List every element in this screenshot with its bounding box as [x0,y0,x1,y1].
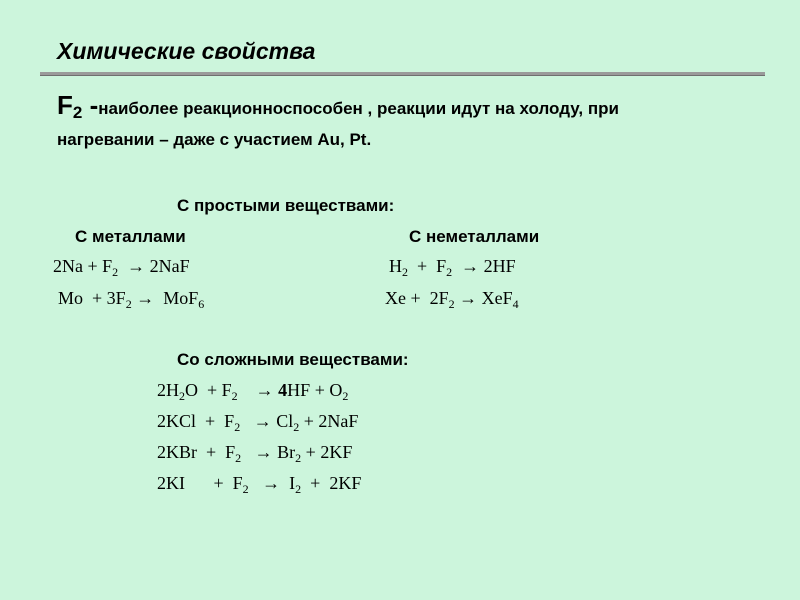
product: 2NaF [318,411,359,431]
product: MoF [163,288,199,308]
reactant: F [221,380,232,400]
product: 2KF [320,442,353,462]
reactant: 2F [429,288,449,308]
plus-sign: + [303,411,314,431]
equation-ki [157,473,361,494]
subscript: 2 [112,265,119,279]
fluorine-formula [57,90,82,120]
reaction-arrow: → [262,473,281,493]
intro-text-line1: наиболее реакционноспособен , реакции идут на холоду, при [98,99,619,118]
reactant: Xe [385,288,406,308]
plus-sign: + [314,380,325,400]
intro-text-line2: нагревании – даже с участием Au, Pt. [57,130,372,149]
subscript: 2 [242,482,249,496]
reaction-arrow: → [255,380,274,400]
plus-sign: + [92,288,103,308]
fluorine-subscript: 2 [72,103,83,122]
plus-sign: + [206,442,217,462]
plus-sign: + [207,380,218,400]
slide-title: Химические свойства [57,38,316,64]
reactant: H [389,256,402,276]
reactant: F [102,256,113,276]
product: O [329,380,343,400]
product: Br [277,442,296,462]
reactant: F [225,442,236,462]
equation-h2 [389,256,516,277]
plus-sign: + [213,473,224,493]
subscript: 6 [198,297,205,311]
reactant: 2KI [157,473,185,493]
title-divider [40,72,765,76]
reactant: F [436,256,447,276]
intro-dash: - [82,90,99,120]
reactant: O [185,380,198,400]
metals-heading: С металлами [75,227,186,246]
reactant: F [232,473,243,493]
plus-sign: + [205,411,216,431]
subscript: 2 [293,420,300,434]
equation-water [157,380,348,401]
product: XeF [481,288,513,308]
product: 2NaF [149,256,190,276]
coefficient: 4 [278,380,288,400]
intro-paragraph [57,90,757,155]
plus-sign: + [410,288,421,308]
reaction-arrow: → [459,288,478,308]
equation-mo [58,288,204,309]
plus-sign: + [310,473,321,493]
subscript: 2 [234,420,241,434]
equation-kbr [157,442,352,463]
subscript: 2 [179,389,185,403]
fluorine-symbol: F [57,90,73,120]
subscript: 4 [512,297,519,311]
equation-kcl [157,411,358,432]
reactant: 2KBr [157,442,197,462]
equation-na [53,256,190,277]
subscript: 2 [231,389,238,403]
plus-sign: + [417,256,428,276]
equation-xe [385,288,519,309]
reactant: 2Na [53,256,83,276]
reactant: 3F [106,288,126,308]
simple-substances-heading: С простыми веществами: [177,196,395,215]
product: I [289,473,296,493]
nonmetals-heading: С неметаллами [409,227,540,246]
product: 2HF [483,256,516,276]
reaction-arrow: → [136,288,155,308]
plus-sign: + [87,256,98,276]
subscript: 2 [448,297,455,311]
reactant: 2H [157,380,179,400]
subscript: 2 [295,451,302,465]
subscript: 2 [235,451,242,465]
reactant: 2KCl [157,411,197,431]
reaction-arrow: → [461,256,480,276]
subscript: 2 [402,265,408,279]
reaction-arrow: → [127,256,146,276]
reactant: Mo [58,288,84,308]
reaction-arrow: → [253,411,272,431]
reactant: F [224,411,235,431]
subscript: 2 [125,297,132,311]
subscript: 2 [446,265,453,279]
product: 2KF [329,473,362,493]
subscript: 2 [342,389,349,403]
plus-sign: + [305,442,316,462]
product: Cl [276,411,294,431]
reaction-arrow: → [254,442,273,462]
subscript: 2 [295,482,302,496]
product: HF [287,380,311,400]
complex-substances-heading: Со сложными веществами: [177,350,409,369]
